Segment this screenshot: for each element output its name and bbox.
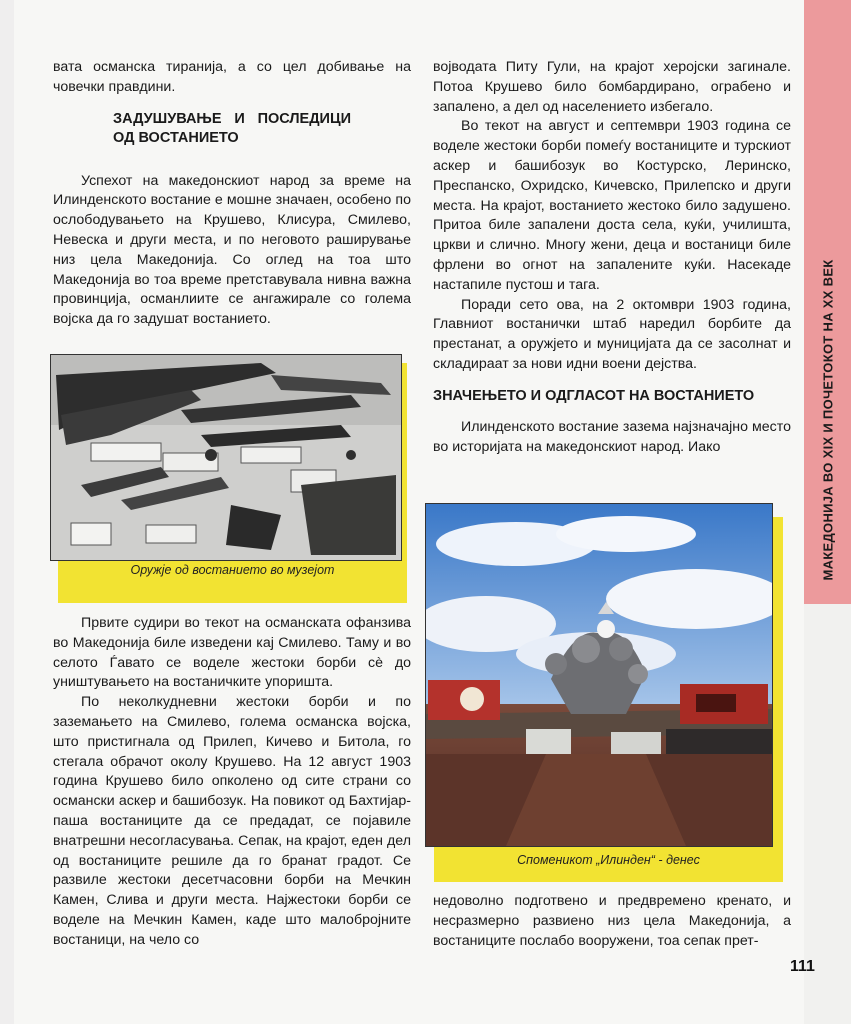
paragraph-significance: Илинденското востание зазема најзначајно место во историјата на македонскиот народ. Иако xyxy=(433,418,791,455)
museum-weapons-image xyxy=(51,355,401,560)
weapons-photo xyxy=(50,354,402,561)
left-column-bottom xyxy=(53,614,411,951)
paragraph-pitu-guli: војводата Питу Гули, на крајот херојски загинале. Потоа Крушево било бомбардирано, ограбено и запалено, а дел од населението избегало. xyxy=(433,59,791,115)
caption-monument: Споменикот „Илинден“ - денес xyxy=(517,853,700,867)
heading-suppression: ЗАДУШУВАЊЕ И ПОСЛЕДИЦИ ОД ВОСТАНИЕТО xyxy=(113,110,351,146)
left-column-top xyxy=(53,58,411,330)
caption-weapons: Оружје од востанието во музејот xyxy=(130,563,335,577)
heading-significance: ЗНАЧЕЊЕТО И ОДГЛАСОТ НА ВОСТАНИЕТО xyxy=(433,387,755,404)
paragraph-october: Поради сето ова, на 2 октомври 1903 година, Главниот востанички штаб наредил борбите да престанат, а оружјето и муницијата да се засолнат и складираат за нови идни воени дејства. xyxy=(433,296,791,372)
right-column-bottom xyxy=(433,892,791,951)
paragraph-continuation: недоволно подготвено и предвремено кренато, и несразмерно развиено низ цела Македонија, а востаниците послабо вооружени, тоа сепак прет- xyxy=(433,893,791,949)
paragraph-first-clashes: Првите судири во текот на османската офанзива во Македонија биле изведени кај Смилево. Таму и во селото Ѓавато се воделе жестоки борби сè до уништувањето на востаничките упоришта. xyxy=(53,615,411,691)
ilinden-monument-image xyxy=(426,504,772,846)
chapter-title: МАКЕДОНИЈА ВО XIX И ПОЧЕТОКОТ НА XX ВЕК xyxy=(820,259,836,581)
paragraph-krusevo-siege: По неколкудневни жестоки борби и по заземањето на Смилево, голема османска војска, што пристигнала од Прилеп, Кичево и Битола, го стегала обрачот околу Крушево. На 12 август 1903 година Крушево било опколено од сите страни со османски аскер и башибозук. На повикот од Бахтијар-паша востаниците да се предадат, се појавиле внатрешни несогласувања. Сепак, на крајот, еден дел од востаниците решиле да го бранат градот. Се развиле жестоки десетчасовни борби на Мечкин Камен, Слива и други места. Најжестоки борби се воделе на Мечкин Камен, каде што малобројните востаници, на чело со xyxy=(53,694,411,948)
paragraph-success: Успехот на македонскиот народ за време на Илинденското востание е мошне значаен, особено по ослободувањето на Крушево, Клисура, Смилево, Невеска и други места, и по неговото раширување низ цела Македонија. Со оглед на тоа што Македонија во тоа време претставувала нивна важна провинција, османлиите се ангажирале со голема војска да го задушат востанието. xyxy=(53,172,411,328)
page-number: 111 xyxy=(790,958,815,975)
intro-text: вата османска тиранија, а со цел добивање на човечки правдини. xyxy=(53,59,411,95)
right-column-top xyxy=(433,58,791,457)
monument-photo xyxy=(425,503,773,847)
paragraph-august-september: Во текот на август и септември 1903 година се воделе жестоки борби помеѓу востаниците и турскиот аскер и башибозук во Костурско, Леринско, Преспанско, Охридско, Кичевско, Прилепско и други места. На крајот, востанието жестоко било задушено. Притоа биле запалени доста села, куќи, училишта, цркви и слично. Многу жени, деца и востаници биле фрлени во огнот на запалените куќи. Насекаде настапиле пустош и тага. xyxy=(433,118,791,293)
